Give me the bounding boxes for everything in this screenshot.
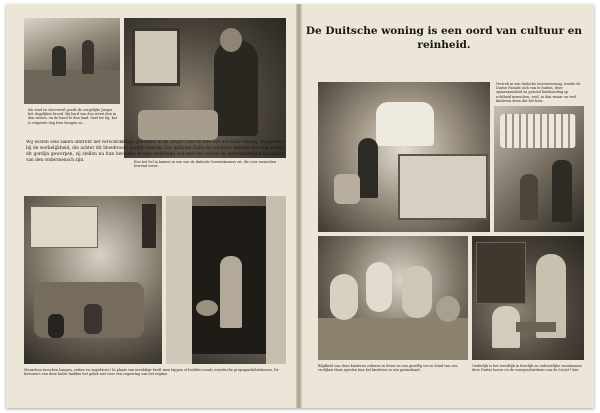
headline: De Duitsche woning is een oord van cultuur en reinheid.	[305, 25, 583, 51]
body-paragraph: Wij wisten vele zaken omtrent het verschrikkelijk gebeuren in de Sovjet Unie en hoe wat het maar weinig, vergeleken bij de werkelijkheid, die achter dit bloedroode gordijn heerde. Zes millioen Duitsche soldaten hebben een blik achter dit gordijn geworpen, zij stellen nu hun bevinken in hun vaderland ook met het woord de onverbiddelijke bewoners van den ondermensch zijn.	[26, 140, 284, 163]
caption-field-workers: Als eind en sterverval goede de zorgelijke Jaeger het dagelijkse brood. Bij hard van den werst den in den rusten, en de hand te den land. Snel ter lig, kat is volgende dag leen heugen zo...	[28, 108, 118, 125]
caption-children: Blijdheid van deze kinderen zekeren in leven en een gezellig tot en bond van een vrolijken thuis speelen hun hel kinderen in een gezinsband.	[318, 364, 458, 373]
page-gutter	[296, 4, 302, 408]
photo-nursery-room	[318, 82, 490, 232]
caption-kitchen: Vertrek in een duitsche boerenwoning, wonde de Duitse Familie zich van te buiten, deze spaarzaamheid en gezond huishouding op echtheid menschen, veel, in dan zwaar en veel kinderen doen dat het huis.	[496, 82, 581, 103]
photo-spinning-woman	[124, 18, 286, 158]
photo-poor-room	[24, 196, 162, 364]
photo-children-playing	[318, 236, 468, 360]
caption-spinning-woman: Een het hel in kamen in een van de duitsche boerenkamers zit, die voor menschen leerend zeeer...	[134, 160, 277, 169]
photo-kitchen-plates	[494, 106, 584, 232]
caption-mother: Ouderlijk is het vreedlijk in heerlijk en ordentelijke woonkamer, deze Duitse hoeve en de voorgeschiedenis van de Sovjet Unie.	[472, 364, 583, 373]
photo-field-workers	[24, 18, 120, 104]
caption-poor-housing: Menschen tusschen lompen, ratten en ongedierte! In plaats van meubilair heeft men lappen of bedden zooals sovjetische propagandafotokenen. De bewoners van deze holen hadden het geluk niet voor een regeering van het regime.	[24, 368, 279, 377]
photo-mother-child	[472, 236, 584, 360]
photo-doorway-woman	[166, 196, 286, 364]
